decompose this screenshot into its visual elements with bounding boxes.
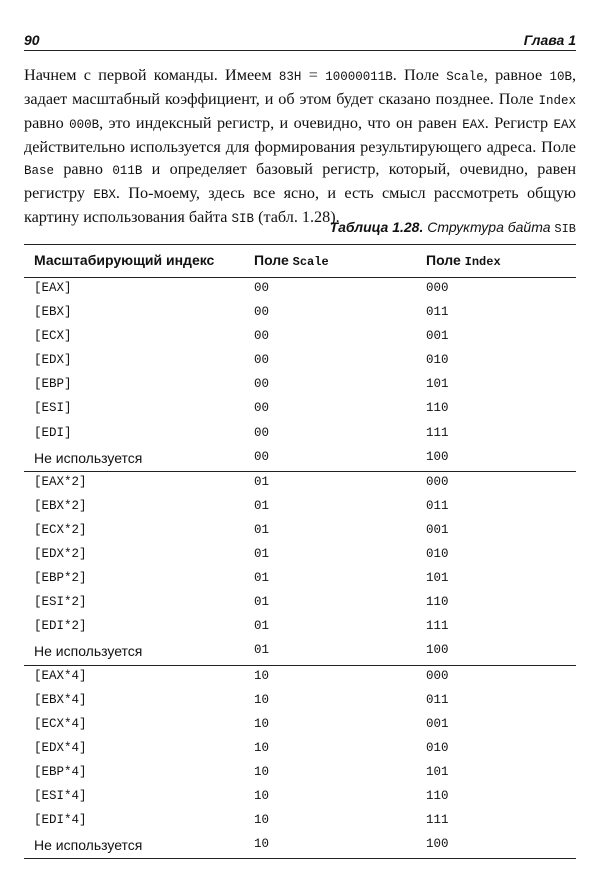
inline-code: 83H	[278, 70, 302, 84]
paragraph-text: . Регистр	[484, 114, 554, 132]
cell-scale: 10	[254, 716, 270, 731]
inline-code: 10B	[549, 70, 572, 84]
cell-scale: 01	[254, 474, 270, 489]
cell-scale: 10	[254, 837, 270, 852]
cell-scale: 00	[254, 329, 270, 344]
cell-scaling-index: [ESI*4]	[34, 788, 87, 803]
cell-index: 000	[426, 668, 449, 683]
cell-scaling-index: [EBX]	[34, 305, 72, 320]
table-header	[24, 245, 576, 278]
caption-label: Таблица 1.28.	[329, 219, 424, 235]
paragraph-text: равно	[54, 160, 113, 178]
table-row	[24, 640, 576, 664]
paragraph-text: . По-моему, здесь все ясно, и есть смысл рассмотреть общую картину использования байта	[24, 184, 577, 226]
cell-index: 100	[426, 449, 449, 464]
table-caption	[330, 219, 576, 236]
paragraph-text: равно	[24, 114, 70, 132]
cell-scaling-index: [EDI]	[34, 425, 72, 440]
caption-code: SIB	[554, 222, 576, 236]
inline-code: EAX	[553, 118, 576, 132]
cell-scaling-index: [EDX*4]	[34, 740, 87, 755]
cell-index: 101	[426, 571, 449, 586]
table-row	[24, 350, 576, 374]
paragraph-text: (табл. 1.28).	[254, 208, 340, 226]
inline-code: 011B	[112, 164, 143, 178]
cell-index: 101	[426, 377, 449, 392]
cell-scaling-index: [ECX]	[34, 329, 72, 344]
inline-code: Index	[538, 94, 576, 108]
cell-scaling-index: [EBX*2]	[34, 498, 87, 513]
paragraph-text: , равное	[483, 66, 550, 84]
cell-scaling-index: [EAX]	[34, 281, 72, 295]
inline-code: 10000011B	[325, 70, 393, 84]
cell-scaling-index: [EDX*2]	[34, 547, 87, 562]
table-row	[24, 544, 576, 568]
table-row	[24, 302, 576, 326]
cell-scale: 10	[254, 692, 270, 707]
table-row	[24, 834, 576, 858]
table-row	[24, 447, 576, 471]
cell-index: 100	[426, 837, 449, 852]
cell-index: 011	[426, 305, 449, 320]
body-paragraph	[24, 64, 576, 230]
table-group	[24, 666, 576, 860]
cell-index: 000	[426, 474, 449, 489]
table-row	[24, 738, 576, 762]
table-row	[24, 568, 576, 592]
sib-table	[24, 244, 576, 859]
cell-scale: 10	[254, 788, 270, 803]
table-row	[24, 592, 576, 616]
cell-index: 000	[426, 281, 449, 295]
cell-scale: 00	[254, 401, 270, 416]
inline-code: Scale	[446, 70, 484, 84]
cell-scale: 00	[254, 425, 270, 440]
cell-scale: 00	[254, 353, 270, 368]
cell-index: 001	[426, 716, 449, 731]
cell-scaling-index: [ECX*2]	[34, 522, 87, 537]
cell-scaling-index: [ECX*4]	[34, 716, 87, 731]
inline-code: SIB	[231, 212, 255, 226]
cell-scale: 01	[254, 595, 270, 610]
table-row	[24, 786, 576, 810]
cell-scaling-index: [EDI*2]	[34, 619, 87, 634]
cell-index: 001	[426, 522, 449, 537]
table-row	[24, 496, 576, 520]
cell-index: 010	[426, 353, 449, 368]
cell-index: 010	[426, 740, 449, 755]
cell-scaling-index: [ESI]	[34, 401, 72, 416]
table-row	[24, 326, 576, 350]
cell-scale: 00	[254, 305, 270, 320]
cell-scaling-index: [EBP]	[34, 377, 72, 392]
cell-scale: 10	[254, 764, 270, 779]
table-row	[24, 616, 576, 640]
cell-scaling-index: [EBP*2]	[34, 571, 87, 586]
paragraph-text: Начнем с первой команды. Имеем	[24, 66, 279, 84]
table-body	[24, 278, 576, 859]
cell-scaling-index: [EBX*4]	[34, 692, 87, 707]
cell-index: 111	[426, 425, 449, 440]
table-row	[24, 690, 576, 714]
table-row	[24, 666, 576, 690]
cell-scale: 00	[254, 281, 270, 295]
cell-scaling-index: Не используется	[34, 837, 143, 854]
cell-scale: 01	[254, 498, 270, 513]
cell-scale: 00	[254, 449, 270, 464]
cell-index: 110	[426, 788, 449, 803]
table-row	[24, 810, 576, 834]
table-row	[24, 762, 576, 786]
cell-scale: 01	[254, 643, 270, 658]
cell-scaling-index: [EDX]	[34, 353, 72, 368]
cell-index: 011	[426, 692, 449, 707]
cell-index: 100	[426, 643, 449, 658]
page-header	[24, 30, 576, 50]
table-group	[24, 472, 576, 666]
table-row	[24, 472, 576, 496]
cell-scale: 10	[254, 813, 270, 828]
cell-index: 010	[426, 547, 449, 562]
cell-index: 011	[426, 498, 449, 513]
table-group	[24, 278, 576, 472]
cell-scale: 10	[254, 740, 270, 755]
table-row	[24, 278, 576, 302]
paragraph-text: и определяет базовый регистр, который, очевидно, равен регистру	[24, 160, 576, 202]
chapter-title: Глава 1	[523, 32, 576, 48]
cell-index: 110	[426, 595, 449, 610]
page-number: 90	[24, 32, 40, 48]
cell-scale: 00	[254, 377, 270, 392]
paragraph-text: . Поле	[392, 66, 447, 84]
cell-scaling-index: [ESI*2]	[34, 595, 87, 610]
header-rule	[24, 50, 576, 51]
paragraph-text: , это индексный регистр, и очевидно, что он равен	[99, 114, 463, 132]
cell-scale: 01	[254, 571, 270, 586]
cell-scaling-index: Не используется	[34, 449, 143, 466]
cell-scale: 01	[254, 522, 270, 537]
inline-code: EAX	[462, 118, 485, 132]
table-row	[24, 374, 576, 398]
cell-index: 101	[426, 764, 449, 779]
cell-scaling-index: [EBP*4]	[34, 764, 87, 779]
inline-code: Base	[24, 164, 55, 178]
cell-scaling-index: [EAX*2]	[34, 474, 87, 489]
table-row	[24, 520, 576, 544]
header-index-field: Поле Index	[426, 252, 501, 269]
paragraph-text: =	[301, 66, 326, 84]
inline-code: EBX	[93, 188, 116, 202]
header-scaling-index: Масштабирующий индекс	[34, 252, 215, 268]
caption-text: Структура байта	[423, 219, 555, 235]
table-row	[24, 398, 576, 422]
table-row	[24, 423, 576, 447]
paragraph-text: действительно используется для формирования результирующего адреса. Поле	[24, 138, 576, 156]
cell-index: 110	[426, 401, 449, 416]
cell-index: 001	[426, 329, 449, 344]
cell-scale: 01	[254, 547, 270, 562]
cell-index: 111	[426, 619, 449, 634]
table-row	[24, 714, 576, 738]
cell-scaling-index: Не используется	[34, 643, 143, 660]
paragraph-text: , задает масштабный коэффициент, и об этом будет сказано позднее. Поле	[24, 66, 576, 108]
inline-code: 000B	[69, 118, 100, 132]
cell-index: 111	[426, 813, 449, 828]
cell-scale: 01	[254, 619, 270, 634]
cell-scaling-index: [EAX*4]	[34, 668, 87, 683]
header-scale-field: Поле Scale	[254, 252, 329, 269]
cell-scale: 10	[254, 668, 270, 683]
cell-scaling-index: [EDI*4]	[34, 813, 87, 828]
